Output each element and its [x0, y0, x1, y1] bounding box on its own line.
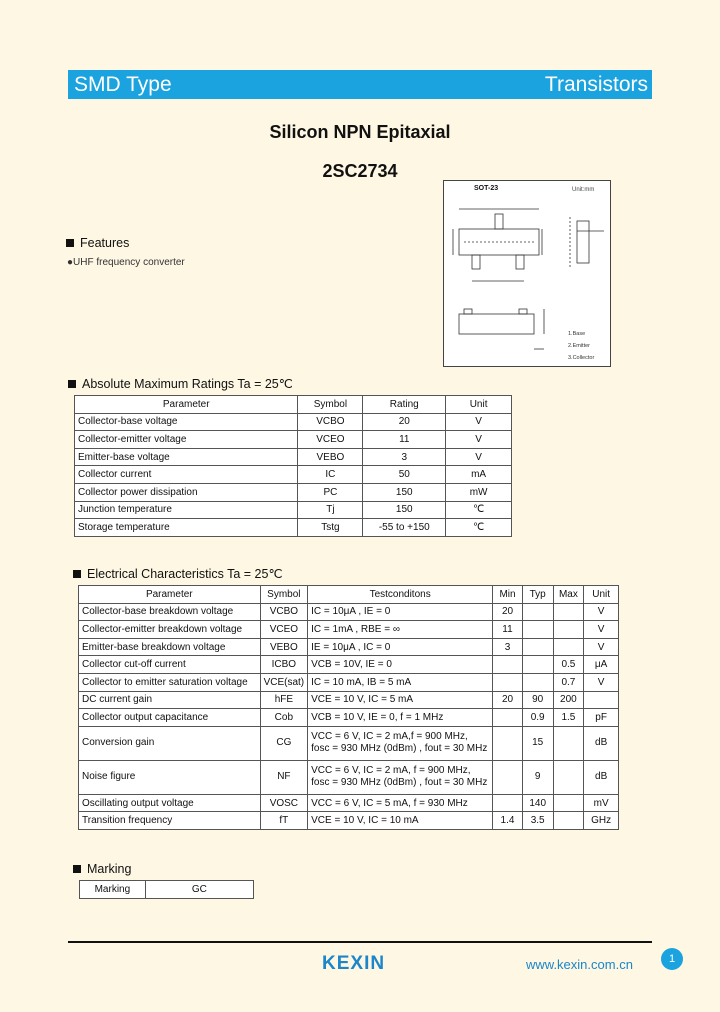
abs-max-heading: Absolute Maximum Ratings Ta = 25℃	[68, 376, 293, 391]
table-cell: Collector current	[75, 466, 298, 484]
abs-header-cell: Rating	[363, 396, 446, 414]
table-row	[79, 726, 619, 760]
table-cell: pF	[584, 709, 619, 727]
table-cell: VCE(sat)	[260, 673, 308, 691]
table-cell: ICBO	[260, 656, 308, 674]
table-cell: VCB = 10V, IE = 0	[308, 656, 493, 674]
table-cell: V	[446, 448, 512, 466]
elec-header-row	[79, 586, 619, 604]
abs-header-row	[75, 396, 512, 414]
features-heading: Features	[66, 236, 129, 250]
table-cell	[493, 794, 523, 812]
table-cell: Transition frequency	[79, 812, 261, 830]
table-cell: 0.7	[553, 673, 584, 691]
abs-header-cell: Parameter	[75, 396, 298, 414]
table-cell: V	[446, 413, 512, 431]
page-number: 1	[661, 948, 683, 970]
table-cell: Conversion gain	[79, 726, 261, 760]
table-cell: hFE	[260, 691, 308, 709]
footer-url[interactable]: www.kexin.com.cn	[526, 957, 633, 972]
table-cell: DC current gain	[79, 691, 261, 709]
table-cell	[553, 794, 584, 812]
table-cell: V	[446, 431, 512, 449]
table-cell: 1.4	[493, 812, 523, 830]
table-cell	[522, 603, 553, 621]
table-cell: Storage temperature	[75, 519, 298, 537]
table-cell: Junction temperature	[75, 501, 298, 519]
part-number: 2SC2734	[322, 161, 398, 181]
bullet-icon: ●	[67, 257, 74, 268]
abs-max-table	[74, 395, 512, 537]
table-cell: 140	[522, 794, 553, 812]
table-row	[79, 794, 619, 812]
table-cell: IC	[298, 466, 363, 484]
elec-header-cell: Max	[553, 586, 584, 604]
table-cell: VCEO	[260, 621, 308, 639]
table-row	[79, 603, 619, 621]
elec-header-cell: Typ	[522, 586, 553, 604]
table-cell: Collector-emitter voltage	[75, 431, 298, 449]
section-marker-icon	[73, 865, 81, 873]
table-cell: VCBO	[260, 603, 308, 621]
table-cell: V	[584, 638, 619, 656]
table-cell: 3	[363, 448, 446, 466]
table-cell: Collector-base voltage	[75, 413, 298, 431]
table-cell: 150	[363, 501, 446, 519]
kexin-logo: KEXIN	[322, 953, 386, 974]
table-cell: 90	[522, 691, 553, 709]
table-cell: 3.5	[522, 812, 553, 830]
table-row	[79, 812, 619, 830]
package-unit: Unit:mm	[572, 187, 595, 193]
table-cell: Tstg	[298, 519, 363, 537]
header-category: SMD Type	[74, 73, 172, 96]
elec-heading: Electrical Characteristics Ta = 25℃	[73, 566, 282, 581]
table-cell: 20	[493, 691, 523, 709]
table-cell: dB	[584, 760, 619, 794]
table-cell: mA	[446, 466, 512, 484]
section-marker-icon	[73, 570, 81, 578]
table-cell: IE = 10μA , IC = 0	[308, 638, 493, 656]
table-cell: 200	[553, 691, 584, 709]
table-cell: Emitter-base voltage	[75, 448, 298, 466]
table-cell	[553, 760, 584, 794]
table-row	[79, 709, 619, 727]
table-cell: 0.5	[553, 656, 584, 674]
table-cell	[553, 726, 584, 760]
elec-table	[78, 585, 619, 830]
table-cell: 50	[363, 466, 446, 484]
feature-item: ●UHF frequency converter	[67, 257, 185, 268]
table-cell	[553, 638, 584, 656]
table-cell: VCBO	[298, 413, 363, 431]
table-cell: VEBO	[298, 448, 363, 466]
table-cell: V	[584, 603, 619, 621]
table-cell: VCEO	[298, 431, 363, 449]
table-cell	[493, 656, 523, 674]
footer-divider	[68, 941, 652, 943]
table-cell: mW	[446, 483, 512, 501]
table-row	[75, 448, 512, 466]
table-cell: 20	[493, 603, 523, 621]
elec-header-cell: Symbol	[260, 586, 308, 604]
table-row	[75, 483, 512, 501]
table-cell: IC = 10 mA, IB = 5 mA	[308, 673, 493, 691]
table-cell: 9	[522, 760, 553, 794]
table-cell: dB	[584, 726, 619, 760]
header-bar	[68, 70, 652, 99]
table-row	[75, 431, 512, 449]
table-cell: VCC = 6 V, IC = 2 mA, f = 900 MHz, fosc = 930 MHz (0dBm) , fout = 30 MHz	[308, 760, 493, 794]
table-cell	[584, 691, 619, 709]
table-cell	[493, 760, 523, 794]
page-title: Silicon NPN Epitaxial	[269, 122, 451, 142]
table-cell: VCC = 6 V, IC = 2 mA,f = 900 MHz, fosc = 930 MHz (0dBm) , fout = 30 MHz	[308, 726, 493, 760]
table-cell: 150	[363, 483, 446, 501]
marking-heading: Marking	[73, 862, 131, 876]
table-cell: VCB = 10 V, IE = 0, f = 1 MHz	[308, 709, 493, 727]
table-cell: fT	[260, 812, 308, 830]
table-cell: V	[584, 621, 619, 639]
table-cell	[522, 621, 553, 639]
table-cell: Collector cut-off current	[79, 656, 261, 674]
elec-header-cell: Parameter	[79, 586, 261, 604]
table-cell: Oscillating output voltage	[79, 794, 261, 812]
table-cell: Tj	[298, 501, 363, 519]
table-row	[75, 519, 512, 537]
table-cell: VCE = 10 V, IC = 5 mA	[308, 691, 493, 709]
table-row	[79, 760, 619, 794]
elec-header-cell: Min	[493, 586, 523, 604]
table-cell: VOSC	[260, 794, 308, 812]
table-cell: -55 to +150	[363, 519, 446, 537]
table-cell	[493, 709, 523, 727]
package-drawing	[443, 180, 611, 367]
table-cell: CG	[260, 726, 308, 760]
table-cell: IC = 1mA , RBE = ∞	[308, 621, 493, 639]
table-cell	[553, 812, 584, 830]
table-cell: 11	[493, 621, 523, 639]
table-cell: Cob	[260, 709, 308, 727]
elec-header-cell: Unit	[584, 586, 619, 604]
package-name: SOT-23	[474, 185, 499, 192]
abs-header-cell: Symbol	[298, 396, 363, 414]
table-cell: VCC = 6 V, IC = 5 mA, f = 930 MHz	[308, 794, 493, 812]
table-row	[79, 621, 619, 639]
table-cell: 0.9	[522, 709, 553, 727]
table-cell: V	[584, 673, 619, 691]
table-cell: VEBO	[260, 638, 308, 656]
table-cell: 3	[493, 638, 523, 656]
table-cell	[553, 603, 584, 621]
table-cell: 15	[522, 726, 553, 760]
table-cell: Emitter-base breakdown voltage	[79, 638, 261, 656]
table-cell	[522, 656, 553, 674]
table-cell	[553, 621, 584, 639]
table-cell: IC = 10μA , IE = 0	[308, 603, 493, 621]
table-cell: PC	[298, 483, 363, 501]
elec-header-cell: Testconditons	[308, 586, 493, 604]
table-cell	[493, 726, 523, 760]
table-cell: GHz	[584, 812, 619, 830]
table-cell: 20	[363, 413, 446, 431]
table-cell: ℃	[446, 501, 512, 519]
table-cell: NF	[260, 760, 308, 794]
table-cell: VCE = 10 V, IC = 10 mA	[308, 812, 493, 830]
table-row	[79, 691, 619, 709]
table-cell: mV	[584, 794, 619, 812]
section-marker-icon	[68, 380, 76, 388]
table-cell: ℃	[446, 519, 512, 537]
table-cell	[522, 673, 553, 691]
table-cell: μA	[584, 656, 619, 674]
pin-list: 1.Base 2.Emitter 3.Collector	[568, 331, 595, 361]
marking-table	[79, 880, 254, 899]
table-row	[75, 413, 512, 431]
table-cell: Collector-base breakdown voltage	[79, 603, 261, 621]
table-cell: Noise figure	[79, 760, 261, 794]
table-row	[79, 656, 619, 674]
table-row	[75, 466, 512, 484]
abs-header-cell: Unit	[446, 396, 512, 414]
table-row	[79, 638, 619, 656]
table-cell: Collector power dissipation	[75, 483, 298, 501]
table-row	[75, 501, 512, 519]
table-cell: 11	[363, 431, 446, 449]
table-cell	[493, 673, 523, 691]
table-cell: Collector-emitter breakdown voltage	[79, 621, 261, 639]
marking-value: GC	[145, 881, 253, 899]
marking-label: Marking	[80, 881, 146, 899]
header-type: Transistors	[544, 73, 648, 96]
section-marker-icon	[66, 239, 74, 247]
table-cell: Collector to emitter saturation voltage	[79, 673, 261, 691]
table-cell	[522, 638, 553, 656]
table-cell: 1.5	[553, 709, 584, 727]
table-cell: Collector output capacitance	[79, 709, 261, 727]
table-row	[79, 673, 619, 691]
